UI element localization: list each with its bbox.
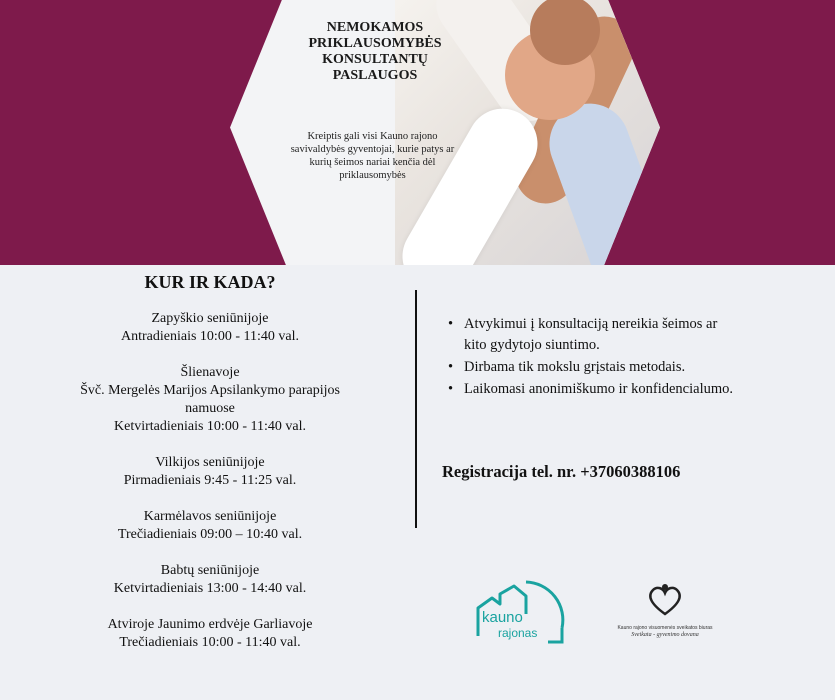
note-item: • Laikomasi anonimiškumo ir konfidencialumo. [442,379,742,400]
note-item: • Dirbama tik mokslu grįstais metodais. [442,357,742,378]
schedule-location: Šlienavoje [180,365,240,380]
schedule-time: Trečiadieniais 10:00 - 11:40 val. [119,635,301,650]
schedule-entry [45,364,375,436]
schedule-entry [45,508,375,544]
health-bureau-logo [610,582,720,642]
schedule-time: Ketvirtadieniais 10:00 - 11:40 val. [114,419,306,434]
schedule-entry [45,454,375,490]
schedule-time: Antradieniais 10:00 - 11:40 val. [121,329,299,344]
schedule-entry [45,562,375,598]
schedule-location-detail: namuose [185,401,235,416]
logo-text-kauno: kauno [482,609,523,626]
schedule-time: Pirmadieniais 9:45 - 11:25 val. [123,473,297,488]
schedule-entry [45,310,375,346]
logo-text-rajonas: rajonas [498,626,538,640]
schedule-time: Trečiadieniais 09:00 – 10:40 val. [117,527,303,542]
schedule-list [45,310,375,670]
hero-subtitle: Kreiptis gali visi Kauno rajono savivaldybės gyventojai, kurie patys ar kurių šeimos nariai kenčia dėl priklausomybės [290,131,455,181]
schedule-entry [45,616,375,652]
logo-caption: Kauno rajono visuomenės sveikatos biuras [617,625,713,631]
note-item: • Atvykimui į konsultaciją nereikia šeimos ar kito gydytojo siuntimo. [442,314,742,356]
schedule-time: Ketvirtadieniais 13:00 - 14:40 val. [113,581,307,596]
vertical-divider [415,290,417,528]
schedule-location-detail: Švč. Mergelės Marijos Apsilankymo parapijos [80,383,340,398]
schedule-location: Zapyškio seniūnijoje [151,311,269,326]
kauno-rajonas-logo [470,570,570,660]
logo-slogan: Sveikata - gyvenimo dovana [631,632,699,638]
schedule-location: Babtų seniūnijoje [160,563,260,578]
hero-banner [0,0,835,265]
schedule-location: Atviroje Jaunimo erdvėje Garliavoje [107,617,313,632]
notes-list [442,314,742,401]
schedule-location: Vilkijos seniūnijoje [155,455,265,470]
hero-title: NEMOKAMOS PRIKLAUSOMYBĖS KONSULTANTŲ PASLAUGOS [308,20,442,83]
registration-phone: Registracija tel. nr. +37060388106 [442,462,681,481]
schedule-location: Karmėlavos seniūnijoje [143,509,277,524]
schedule-heading: KUR IR KADA? [144,272,276,292]
heart-figure-icon [645,582,685,618]
